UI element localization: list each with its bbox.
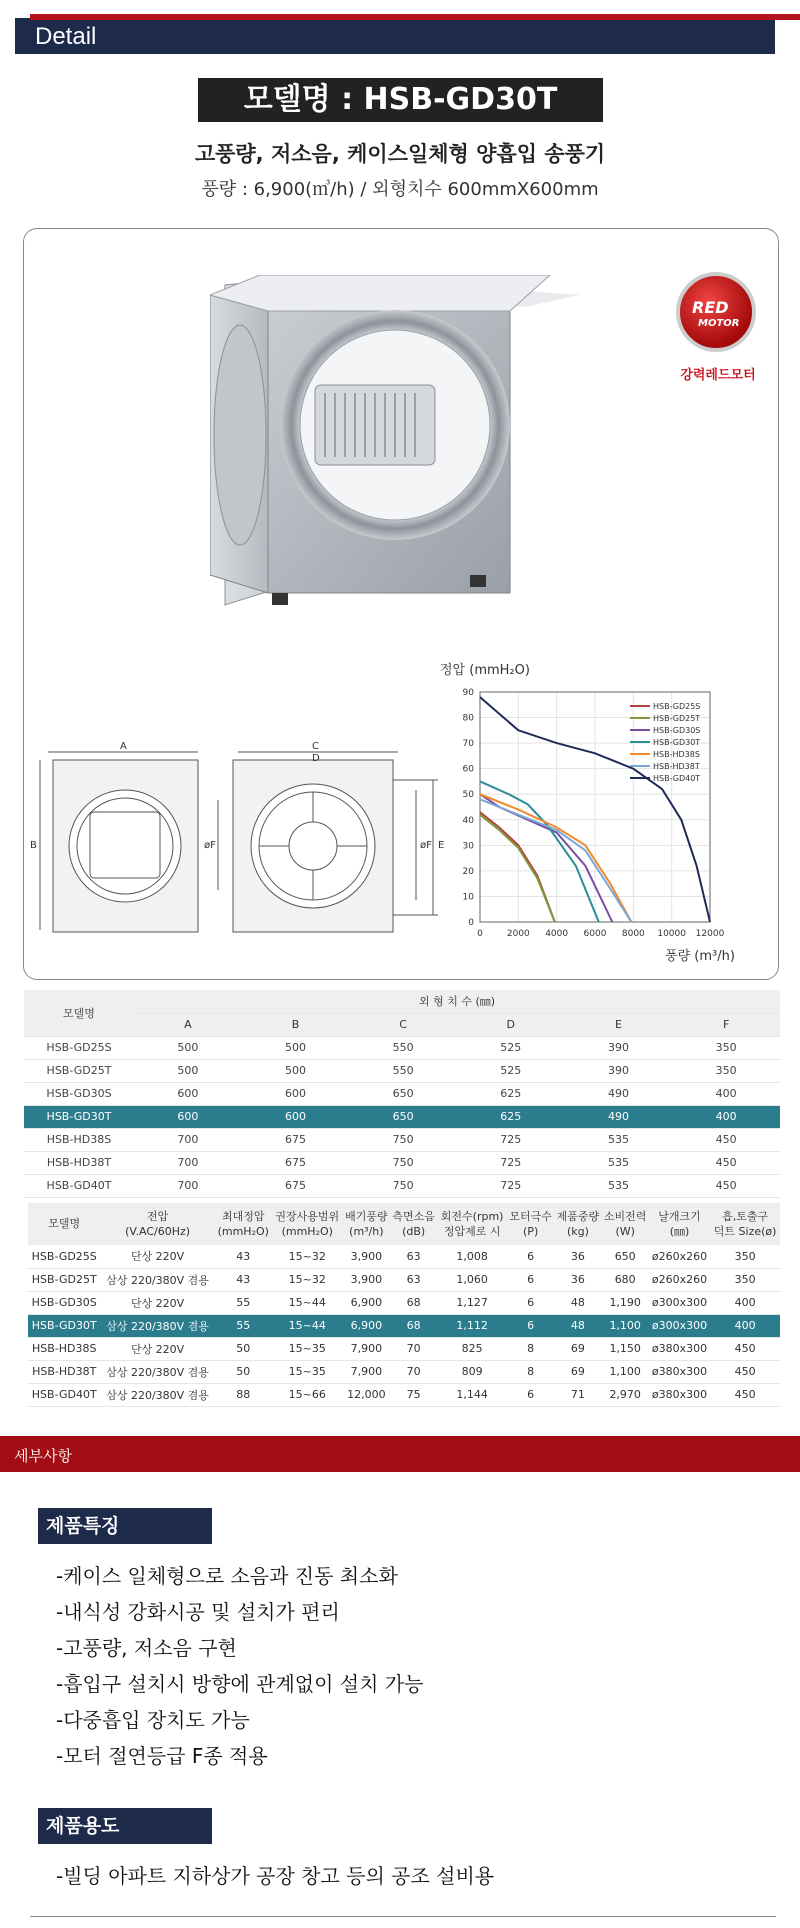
- dim-cell: 600: [134, 1082, 242, 1105]
- dim-cell-model: HSB-GD25T: [24, 1059, 134, 1082]
- chart-ytick-label: 40: [462, 815, 474, 826]
- spec-cell: 삼상 220/380V 겸용: [100, 1268, 214, 1291]
- spec-header-line1: 전압: [146, 1209, 169, 1223]
- chart-legend-label: HSB-HD38T: [653, 762, 700, 771]
- spec-table-body: [28, 1245, 780, 1406]
- spec-cell: 36: [554, 1245, 601, 1268]
- dim-table-body: [24, 1036, 780, 1197]
- dim-column-header: C: [349, 1013, 457, 1036]
- dim-cell: 725: [457, 1151, 565, 1174]
- drawing-label-f-left: øF: [204, 840, 216, 851]
- dim-cell: 535: [565, 1174, 673, 1197]
- chart-legend-label: HSB-GD25T: [653, 714, 701, 723]
- table-row: [24, 1174, 780, 1197]
- table-row: [24, 1151, 780, 1174]
- feature-item: -내식성 강화시공 및 설치가 편리: [56, 1600, 340, 1624]
- spec-cell: 68: [390, 1314, 437, 1337]
- spec-cell: 7,900: [343, 1337, 390, 1360]
- drawing-label-a: A: [120, 741, 127, 752]
- spec-header-line2: (kg): [566, 1225, 589, 1238]
- table-row: [28, 1291, 780, 1314]
- spec-header-line2: (W): [615, 1225, 635, 1238]
- chart-ylabel: 정압 (mmH₂O): [440, 663, 530, 678]
- spec-header-line1: 모델명: [48, 1217, 81, 1231]
- spec-cell: HSB-HD38S: [28, 1337, 100, 1360]
- dim-cell-model: HSB-GD25S: [24, 1036, 134, 1059]
- spec-header-line2: (V.AC/60Hz): [125, 1225, 191, 1238]
- drawing-label-d: D: [312, 753, 320, 764]
- spec-cell: 1,190: [602, 1291, 649, 1314]
- chart-ytick-label: 20: [462, 866, 474, 877]
- spec-table: [28, 1203, 780, 1407]
- dim-cell: 750: [349, 1174, 457, 1197]
- spec-header-line2: (P): [523, 1225, 539, 1238]
- spec-cell: ø300x300: [649, 1314, 710, 1337]
- model-title: 모델명 : HSB-GD30T: [198, 78, 603, 122]
- dim-cell-model: HSB-HD38S: [24, 1128, 134, 1151]
- spec-cell: 6: [507, 1245, 554, 1268]
- dim-column-header: D: [457, 1013, 565, 1036]
- spec-cell: 15~32: [272, 1245, 343, 1268]
- chart-legend-label: HSB-HD38S: [653, 750, 700, 759]
- spec-header-line1: 배기풍량: [345, 1209, 388, 1223]
- dim-cell: 500: [242, 1036, 350, 1059]
- chart-legend-label: HSB-GD40T: [653, 774, 701, 783]
- dim-cell: 750: [349, 1128, 457, 1151]
- dim-column-header: B: [242, 1013, 350, 1036]
- spec-cell: 1,008: [437, 1245, 507, 1268]
- dim-column-header: F: [672, 1013, 780, 1036]
- dim-cell: 700: [134, 1151, 242, 1174]
- spec-cell: HSB-GD30S: [28, 1291, 100, 1314]
- drawing-label-e: E: [438, 840, 445, 851]
- dim-cell: 600: [242, 1082, 350, 1105]
- spec-cell: 1,060: [437, 1268, 507, 1291]
- table-row: [28, 1245, 780, 1268]
- chart-ytick-label: 90: [462, 688, 474, 698]
- dim-cell-model: HSB-GD30T: [24, 1105, 134, 1128]
- spec-cell: HSB-GD25S: [28, 1245, 100, 1268]
- spec-column-header: [100, 1203, 214, 1245]
- spec-cell: 450: [710, 1383, 780, 1406]
- spec-header-line1: 회전수(rpm): [440, 1209, 504, 1223]
- spec-cell: 809: [437, 1360, 507, 1383]
- details-section-label: 세부사항: [14, 1447, 72, 1465]
- spec-cell: 400: [710, 1314, 780, 1337]
- spec-cell: 삼상 220/380V 겸용: [100, 1314, 214, 1337]
- dim-cell: 650: [349, 1082, 457, 1105]
- dim-cell: 500: [242, 1059, 350, 1082]
- spec-cell: 63: [390, 1245, 437, 1268]
- spec-cell: 15~66: [272, 1383, 343, 1406]
- detail-header-bar: [15, 18, 775, 54]
- spec-cell: 3,900: [343, 1268, 390, 1291]
- usage-title: 제품용도: [38, 1808, 212, 1844]
- spec-header-line2: 정압제로 시: [443, 1225, 501, 1238]
- chart-legend-label: HSB-GD25S: [653, 702, 701, 711]
- spec-header-line1: 날개크기: [658, 1209, 701, 1223]
- chart-series-line: [480, 812, 555, 922]
- spec-cell: 650: [602, 1245, 649, 1268]
- spec-cell: 8: [507, 1360, 554, 1383]
- table-row: [24, 1059, 780, 1082]
- chart-ytick-label: 30: [462, 841, 474, 852]
- spec-column-header: [554, 1203, 601, 1245]
- spec-column-header: [390, 1203, 437, 1245]
- spec-cell: 75: [390, 1383, 437, 1406]
- spec-cell: ø380x300: [649, 1383, 710, 1406]
- spec-cell: 6: [507, 1291, 554, 1314]
- dim-cell: 650: [349, 1105, 457, 1128]
- dim-cell: 675: [242, 1128, 350, 1151]
- spec-cell: 68: [390, 1291, 437, 1314]
- spec-cell: 6: [507, 1383, 554, 1406]
- chart-xlabel: 풍량 (m³/h): [665, 949, 735, 964]
- spec-cell: HSB-HD38T: [28, 1360, 100, 1383]
- spec-cell: 680: [602, 1268, 649, 1291]
- spec-cell: 350: [710, 1245, 780, 1268]
- product-subtitle: 고풍량, 저소음, 케이스일체형 양흡입 송풍기: [194, 142, 606, 166]
- chart-series-line: [480, 815, 555, 922]
- spec-column-header: [507, 1203, 554, 1245]
- dim-cell: 450: [672, 1128, 780, 1151]
- dim-cell: 500: [134, 1059, 242, 1082]
- red-motor-logo: [676, 272, 756, 352]
- chart-ytick-label: 80: [462, 713, 474, 724]
- feature-item: -케이스 일체형으로 소음과 진동 최소화: [56, 1564, 398, 1588]
- spec-cell: 450: [710, 1337, 780, 1360]
- bottom-divider: [30, 1916, 776, 1917]
- dim-cell: 675: [242, 1151, 350, 1174]
- chart-series-line: [480, 781, 599, 922]
- spec-cell: 단상 220V: [100, 1337, 214, 1360]
- dim-cell: 400: [672, 1082, 780, 1105]
- drawing-label-b: B: [30, 840, 37, 851]
- dim-cell-model: HSB-GD40T: [24, 1174, 134, 1197]
- chart-ytick-label: 70: [462, 739, 474, 750]
- dimension-drawing: [28, 740, 448, 940]
- spec-cell: 450: [710, 1360, 780, 1383]
- details-section-bar: [0, 1436, 800, 1472]
- dim-column-header-row: [24, 1013, 780, 1036]
- table-row: [28, 1268, 780, 1291]
- spec-cell: 6: [507, 1314, 554, 1337]
- spec-header-line2: (mmH₂O): [281, 1225, 333, 1238]
- spec-cell: ø380x300: [649, 1337, 710, 1360]
- dimension-table: [24, 990, 780, 1198]
- dim-header-model: 모델명: [24, 990, 134, 1036]
- spec-cell: ø380x300: [649, 1360, 710, 1383]
- spec-header-line2: (㎜): [669, 1225, 690, 1238]
- dim-cell: 525: [457, 1036, 565, 1059]
- spec-cell: 88: [215, 1383, 272, 1406]
- spec-column-header: [272, 1203, 343, 1245]
- spec-cell: ø260x260: [649, 1245, 710, 1268]
- spec-cell: HSB-GD40T: [28, 1383, 100, 1406]
- spec-cell: 1,144: [437, 1383, 507, 1406]
- spec-cell: 69: [554, 1360, 601, 1383]
- spec-cell: 71: [554, 1383, 601, 1406]
- table-row: [28, 1337, 780, 1360]
- dim-cell: 535: [565, 1151, 673, 1174]
- table-row: [24, 1105, 780, 1128]
- spec-cell: 48: [554, 1291, 601, 1314]
- product-spec-line: 풍량 : 6,900(㎥/h) / 외형치수 600mmX600mm: [201, 179, 599, 200]
- feature-item: -다중흡입 장치도 가능: [56, 1708, 250, 1732]
- dim-cell-model: HSB-GD30S: [24, 1082, 134, 1105]
- dim-cell: 550: [349, 1059, 457, 1082]
- table-row: [28, 1360, 780, 1383]
- chart-xtick-label: 2000: [506, 929, 530, 939]
- spec-cell: 7,900: [343, 1360, 390, 1383]
- spec-column-header: [28, 1203, 100, 1245]
- chart-xtick-label: 8000: [621, 929, 645, 939]
- dim-cell: 350: [672, 1059, 780, 1082]
- spec-cell: 70: [390, 1360, 437, 1383]
- spec-cell: 15~35: [272, 1337, 343, 1360]
- chart-xtick-label: 0: [477, 929, 483, 939]
- spec-cell: HSB-GD30T: [28, 1314, 100, 1337]
- table-row: [28, 1383, 780, 1406]
- table-row: [24, 1082, 780, 1105]
- spec-cell: ø300x300: [649, 1291, 710, 1314]
- dim-cell: 400: [672, 1105, 780, 1128]
- spec-cell: 63: [390, 1268, 437, 1291]
- spec-cell: 50: [215, 1337, 272, 1360]
- spec-cell: 400: [710, 1291, 780, 1314]
- dim-cell: 490: [565, 1082, 673, 1105]
- spec-cell: 70: [390, 1337, 437, 1360]
- feature-item: -흡입구 설치시 방향에 관계없이 설치 가능: [56, 1672, 424, 1696]
- table-row: [28, 1314, 780, 1337]
- spec-cell: 43: [215, 1245, 272, 1268]
- spec-cell: 6: [507, 1268, 554, 1291]
- spec-column-header: [343, 1203, 390, 1245]
- spec-cell: 15~44: [272, 1291, 343, 1314]
- spec-header-line1: 최대정압: [222, 1209, 265, 1223]
- feature-item: -모터 절연등급 F종 적용: [56, 1744, 268, 1768]
- spec-cell: HSB-GD25T: [28, 1268, 100, 1291]
- spec-cell: 69: [554, 1337, 601, 1360]
- dim-header-group: 외 형 치 수 (㎜): [134, 990, 780, 1013]
- spec-header-line1: 소비전력: [603, 1209, 647, 1223]
- dim-cell: 390: [565, 1036, 673, 1059]
- logo-caption: 강력레드모터: [680, 368, 756, 383]
- spec-header-line2: (m³/h): [349, 1225, 384, 1238]
- chart-legend-label: HSB-GD30T: [653, 738, 701, 747]
- dim-cell: 625: [457, 1105, 565, 1128]
- spec-column-header: [437, 1203, 507, 1245]
- spec-column-header: [215, 1203, 272, 1245]
- dim-cell: 600: [134, 1105, 242, 1128]
- spec-cell: 15~35: [272, 1360, 343, 1383]
- spec-cell: 36: [554, 1268, 601, 1291]
- chart-series-line: [480, 794, 631, 922]
- spec-header-line2: (dB): [402, 1225, 426, 1238]
- spec-cell: ø260x260: [649, 1268, 710, 1291]
- dim-column-header: E: [565, 1013, 673, 1036]
- chart-ytick-label: 10: [462, 892, 474, 903]
- performance-chart-svg: [430, 660, 770, 980]
- dim-cell: 535: [565, 1128, 673, 1151]
- usage-item: -빌딩 아파트 지하상가 공장 창고 등의 공조 설비용: [56, 1864, 495, 1888]
- dim-cell: 600: [242, 1105, 350, 1128]
- chart-xtick-label: 12000: [695, 929, 725, 939]
- logo-text-motor: MOTOR: [698, 318, 740, 329]
- spec-cell: 12,000: [343, 1383, 390, 1406]
- spec-header-line2: 덕트 Size(ø): [713, 1225, 777, 1238]
- spec-cell: 삼상 220/380V 겸용: [100, 1360, 214, 1383]
- spec-cell: 55: [215, 1314, 272, 1337]
- dim-cell: 725: [457, 1174, 565, 1197]
- spec-cell: 6,900: [343, 1314, 390, 1337]
- spec-header-line1: 모터극수: [509, 1209, 552, 1223]
- spec-cell: 1,100: [602, 1360, 649, 1383]
- spec-cell: 3,900: [343, 1245, 390, 1268]
- drawing-label-c: C: [312, 741, 319, 752]
- chart-legend-label: HSB-GD30S: [653, 726, 701, 735]
- spec-column-header: [649, 1203, 710, 1245]
- dim-cell: 550: [349, 1036, 457, 1059]
- chart-xtick-label: 6000: [583, 929, 607, 939]
- dim-cell: 750: [349, 1151, 457, 1174]
- dim-column-header: A: [134, 1013, 242, 1036]
- chart-xtick-label: 10000: [657, 929, 686, 939]
- header-accent-stripe: [30, 14, 800, 20]
- chart-ytick-label: 0: [468, 918, 474, 928]
- spec-header-line2: (mmH₂O): [217, 1225, 269, 1238]
- fan-product-image: [210, 275, 580, 620]
- spec-cell: 55: [215, 1291, 272, 1314]
- spec-cell: 2,970: [602, 1383, 649, 1406]
- table-row: [24, 1128, 780, 1151]
- dim-cell: 525: [457, 1059, 565, 1082]
- performance-chart: [430, 660, 770, 980]
- drawing-label-f-right: øF: [420, 840, 432, 851]
- spec-cell: 1,127: [437, 1291, 507, 1314]
- dim-cell-model: HSB-HD38T: [24, 1151, 134, 1174]
- logo-text-red: RED: [692, 298, 729, 317]
- spec-header-line1: 흡,토출구: [722, 1209, 769, 1223]
- spec-cell: 825: [437, 1337, 507, 1360]
- dim-cell: 625: [457, 1082, 565, 1105]
- spec-cell: 15~44: [272, 1314, 343, 1337]
- spec-cell: 350: [710, 1268, 780, 1291]
- chart-ytick-label: 60: [462, 764, 474, 775]
- spec-cell: 8: [507, 1337, 554, 1360]
- spec-cell: 단상 220V: [100, 1291, 214, 1314]
- spec-header-line1: 제품중량: [556, 1209, 600, 1223]
- dim-cell: 725: [457, 1128, 565, 1151]
- chart-ytick-label: 50: [462, 790, 474, 801]
- spec-cell: 6,900: [343, 1291, 390, 1314]
- dim-cell: 450: [672, 1151, 780, 1174]
- dim-cell: 350: [672, 1036, 780, 1059]
- dim-cell: 700: [134, 1128, 242, 1151]
- chart-xtick-label: 4000: [545, 929, 569, 939]
- spec-column-header: [602, 1203, 649, 1245]
- dim-cell: 675: [242, 1174, 350, 1197]
- spec-cell: 1,150: [602, 1337, 649, 1360]
- dim-cell: 490: [565, 1105, 673, 1128]
- table-row: [24, 1036, 780, 1059]
- spec-cell: 단상 220V: [100, 1245, 214, 1268]
- spec-cell: 1,100: [602, 1314, 649, 1337]
- spec-cell: 삼상 220/380V 겸용: [100, 1383, 214, 1406]
- dim-cell: 450: [672, 1174, 780, 1197]
- spec-cell: 15~32: [272, 1268, 343, 1291]
- chart-series-line: [480, 799, 631, 922]
- features-title: 제품특징: [38, 1508, 212, 1544]
- spec-cell: 43: [215, 1268, 272, 1291]
- feature-item: -고풍량, 저소음 구현: [56, 1636, 237, 1660]
- spec-header-line1: 측면소음: [392, 1209, 435, 1223]
- spec-cell: 48: [554, 1314, 601, 1337]
- dim-cell: 390: [565, 1059, 673, 1082]
- spec-header-row: [28, 1203, 780, 1245]
- spec-header-line1: 권장사용범위: [275, 1209, 340, 1223]
- spec-cell: 50: [215, 1360, 272, 1383]
- detail-label: Detail: [35, 23, 97, 50]
- dim-cell: 700: [134, 1174, 242, 1197]
- spec-column-header: [710, 1203, 780, 1245]
- spec-cell: 1,112: [437, 1314, 507, 1337]
- dim-cell: 500: [134, 1036, 242, 1059]
